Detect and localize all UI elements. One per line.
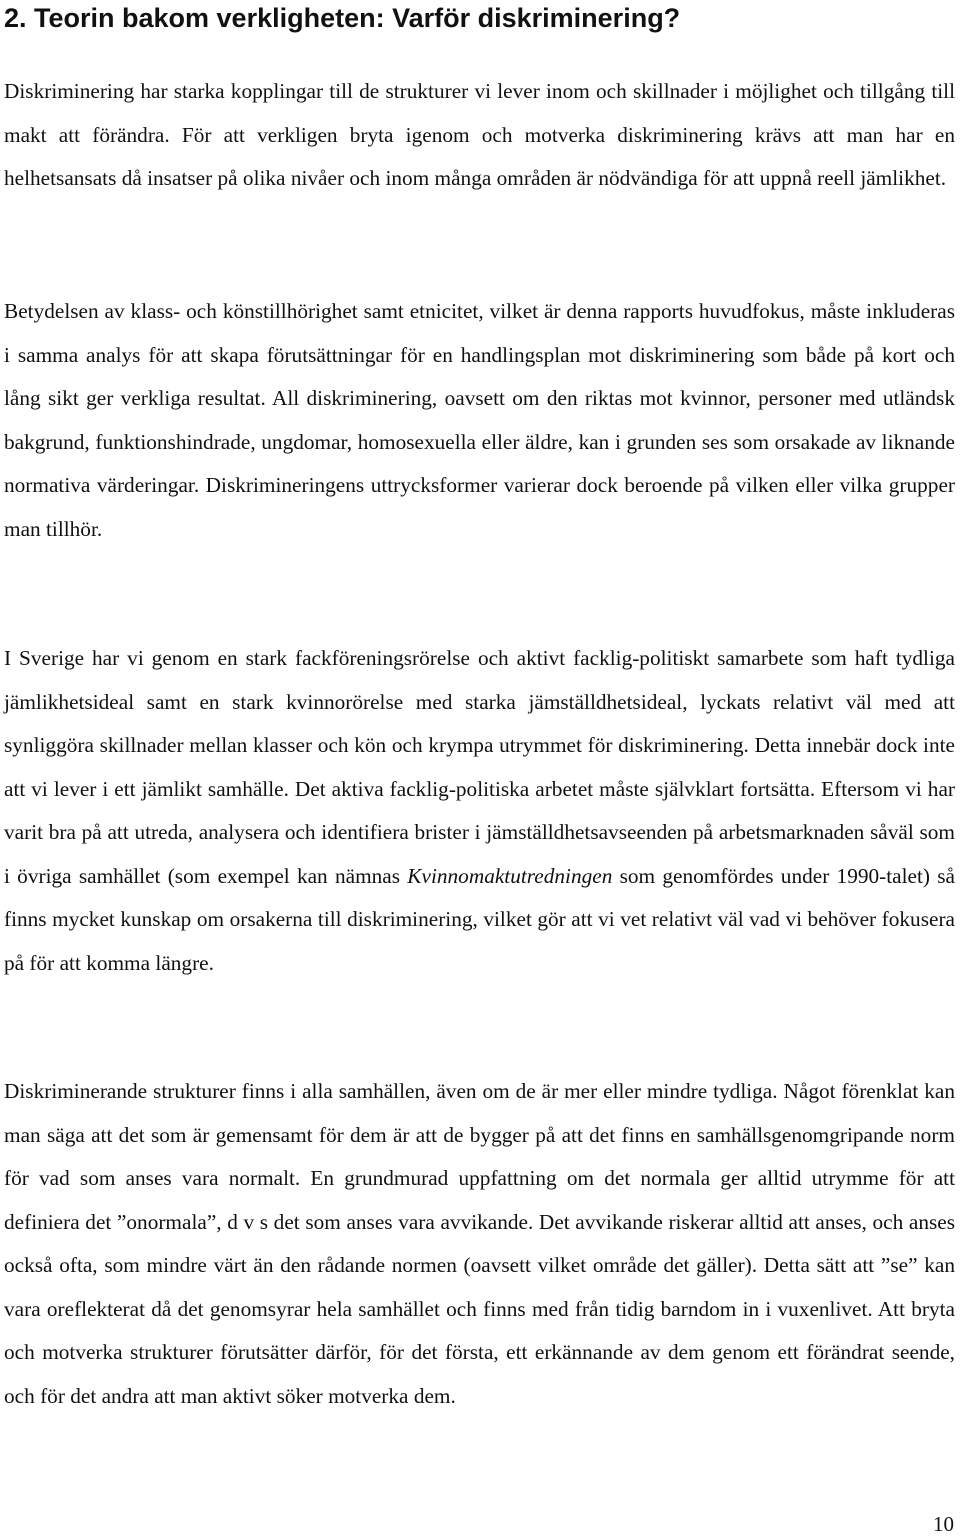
report-title-italic: Kvinnomaktutredningen — [407, 863, 613, 888]
paragraph-2: Betydelsen av klass- och könstillhörighet samt etnicitet, vilket är denna rapports huvudfokus, måste inkluderas i samma analys för att skapa förutsättningar för en handlingsplan mot diskriminering som både på kort och lång sikt ger verkliga resultat. All diskriminering, oavsett om den riktas mot kvinnor, personer med utländsk bakgrund, funktionshindrade, ungdomar, homosexuella eller äldre, kan i grunden ses som orsakade av liknande normativa värderingar. Diskrimineringens uttrycksformer varierar dock beroende på vilken eller vilka grupper man tillhör. — [4, 299, 955, 541]
section-heading: 2. Teorin bakom verkligheten: Varför diskriminering? — [4, 3, 681, 33]
paragraph-3-text-before: I Sverige har vi genom en stark fackföreningsrörelse och aktivt facklig-politiskt samarbete som haft tydliga jämlikhetsideal samt en stark kvinnorörelse med starka jämställdhetsideal, lyckats relativt väl med att synliggöra skillnader mellan klasser och kön och krympa utrymmet för diskriminering. Detta innebär dock inte att vi lever i ett jämlikt samhälle. Det aktiva facklig-politiska arbetet måste självklart fortsätta. Eftersom vi har varit bra på att utreda, analysera och identifiera brister i jämställdhetsavseenden på arbetsmarknaden såväl som i övriga samhället (som exempel kan nämnas — [4, 646, 955, 888]
page-number: 10 — [933, 1512, 954, 1536]
paragraph-1: Diskriminering har starka kopplingar till de strukturer vi lever inom och skillnader i möjlighet och tillgång till makt att förändra. För att verkligen bryta igenom och motverka diskriminering krävs att man har en helhetsansats då insatser på olika nivåer och inom många områden är nödvändiga för att uppnå reell jämlikhet. — [4, 79, 955, 190]
paragraph-3 — [4, 637, 955, 985]
paragraph-4: Diskriminerande strukturer finns i alla samhällen, även om de är mer eller mindre tydliga. Något förenklat kan man säga att det som är gemensamt för dem är att de bygger på att det finns en samhällsgenomgripande norm för vad som anses vara normalt. En grundmurad uppfattning om det normala ger alltid utrymme för att definiera det ”onormala”, d v s det som anses vara avvikande. Det avvikande riskerar alltid att anses, och anses också ofta, som mindre värt än den rådande normen (oavsett vilket område det gäller). Detta sätt att ”se” kan vara oreflekterat då det genomsyrar hela samhället och finns med från tidig barndom in i vuxenlivet. Att bryta och motverka strukturer förutsätter därför, för det första, ett erkännande av dem genom ett förändrat seende, och för det andra att man aktivt söker motverka dem. — [4, 1079, 955, 1408]
paragraph-3-text-after: som genomfördes under 1990-talet) så finns mycket kunskap om orsakerna till diskriminering, vilket gör att vi vet relativt väl vad vi behöver fokusera på för att komma längre. — [4, 863, 955, 975]
